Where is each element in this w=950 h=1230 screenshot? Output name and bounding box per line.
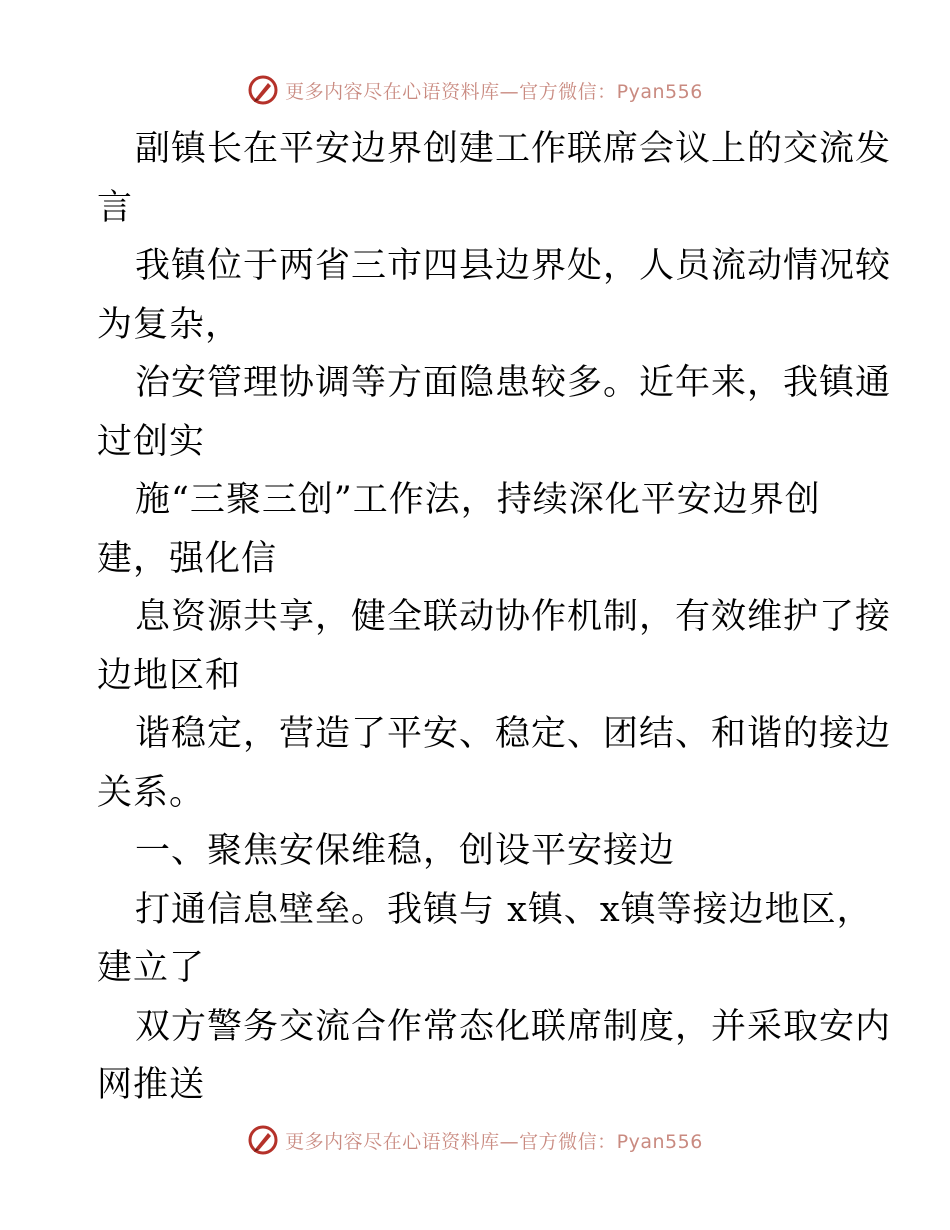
paragraph-line: 息资源共享，健全联动协作机制，有效维护了接 (135, 597, 892, 637)
header-banner-text: 更多内容尽在心语资料库—官方微信：Pyan556 (285, 80, 703, 103)
paragraph-line: 施“三聚三创”工作法，持续深化平安边界创 (135, 480, 821, 520)
section-heading: 一、聚焦安保维稳，创设平安接边 (135, 831, 676, 871)
footer-banner-text: 更多内容尽在心语资料库—官方微信：Pyan556 (285, 1130, 703, 1153)
paragraph-line: 双方警务交流合作常态化联席制度，并采取安内 (135, 1006, 892, 1047)
paragraph-line: 关系。 (97, 772, 206, 813)
header-banner (0, 70, 950, 110)
paragraph-line: 谐稳定，营造了平安、稳定、团结、和谐的接边 (135, 714, 892, 754)
paragraph-line: 为复杂， (97, 304, 242, 345)
paragraph-line: 治安管理协调等方面隐患较多。近年来，我镇通 (135, 363, 892, 403)
paragraph-line: 过创实 (97, 421, 206, 462)
paragraph-line: 网推送 (97, 1065, 206, 1105)
document-title-line: 言 (97, 187, 134, 228)
pen-logo-icon (247, 1124, 279, 1156)
pen-logo-icon (247, 74, 279, 106)
document-body (97, 120, 892, 1115)
paragraph-line: 建立了 (97, 948, 206, 988)
paragraph-line: 建，强化信 (97, 538, 278, 579)
document-title-line: 副镇长在平安边界创建工作联席会议上的交流发 (135, 129, 892, 169)
paragraph-line: 边地区和 (97, 655, 242, 696)
paragraph-line: 我镇位于两省三市四县边界处，人员流动情况较 (135, 246, 892, 286)
footer-banner (0, 1120, 950, 1160)
paragraph-line: 打通信息壁垒。我镇与 x镇、x镇等接边地区， (135, 889, 873, 930)
